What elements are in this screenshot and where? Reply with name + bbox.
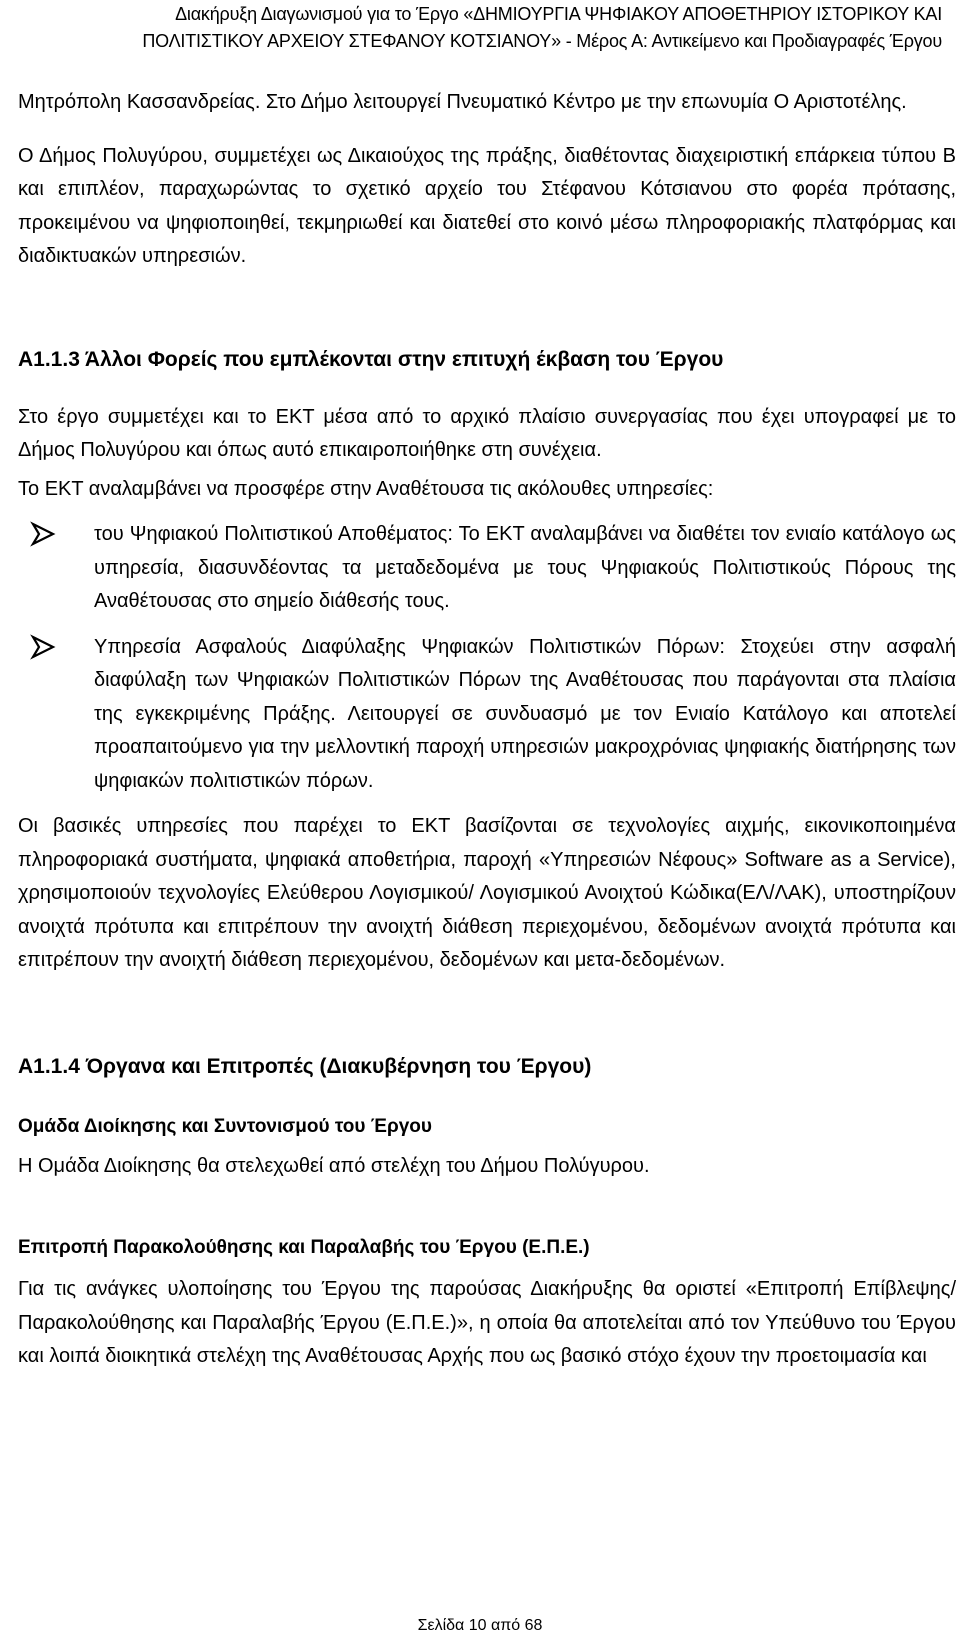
page-number: Σελίδα 10 από 68 [417,1617,543,1634]
paragraph-ekt-participation: Στο έργο συμμετέχει και το ΕΚΤ μέσα από το αρχικό πλαίσιο συνεργασίας που έχει υπογραφεί με το Δήμος Πολυγύρου και όπως αυτό επικαιροποιήθηκε στη συνέχεια. [18,405,956,461]
page-header [12,0,942,55]
bullet-item-preservation [18,631,956,799]
page-footer [0,1616,960,1638]
section-heading-a113: Α1.1.3 Άλλοι Φορείς που εμπλέκονται στην επιτυχή έκβαση του Έργου [18,347,724,371]
paragraph-monitoring-committee: Για τις ανάγκες υλοποίησης του Έργου της παρούσας Διακήρυξης θα οριστεί «Επιτροπή Επίβλεψης/Παρακολούθησης και Παραλαβής Έργου (Ε.Π.Ε.)», η οποία θα αποτελείται από τον Υπεύθυνο του Έργου και λοιπά διοικητικά στελέχη της Αναθέτουσας Αρχής που ως βασικό στόχο έχουν την προετοιμασία και [18,1278,956,1367]
paragraph-ekt-services-intro: Το ΕΚΤ αναλαμβάνει να προσφέρε στην Αναθέτουσα τις ακόλουθες υπηρεσίες: [18,477,714,500]
paragraph-ekt-technologies: Οι βασικές υπηρεσίες που παρέχει το ΕΚΤ βασίζονται σε τεχνολογίες αιχμής, εικονικοποιημένα πληροφοριακά συστήματα, ψηφιακά αποθετήρια, παροχή «Υπηρεσιών Νέφους» Software as a Service), χρησιμοποιούν τεχνολογίες Ελεύθερου Λογισμικού/ Λογισμικού Ανοιχτού Κώδικα(ΕΛ/ΛΑΚ), υποστηρίζουν ανοιχτά πρότυπα και επιτρέπουν την ανοιχτή διάθεση περιεχομένου, δεδομένων ανοιχτά πρότυπα και επιτρέπουν την ανοιχτή διάθεση περιεχομένου, δεδομένων και μετα-δεδομένων. [18,815,956,971]
paragraph-beneficiary: Ο Δήμος Πολυγύρου, συμμετέχει ως Δικαιούχος της πράξης, διαθέτοντας διαχειριστική επάρκεια τύπου Β και επιπλέον, παραχωρώντας το σχετικό αρχείο του Στέφανου Κότσιανου στο φορέα πρότασης, προκειμένου να ψηφιοποιηθεί, τεκμηριωθεί και διατεθεί στο κοινό μέσω πληροφοριακής πλατφόρμας και διαδικτυακών υπηρεσιών. [18,144,956,267]
bullet-text-preservation: Υπηρεσία Ασφαλούς Διαφύλαξης Ψηφιακών Πολιτιστικών Πόρων: Στοχεύει στην ασφαλή διαφύλαξη των Ψηφιακών Πολιτιστικών Πόρων της Αναθέτουσας που παράγονται στα πλαίσια της εγκεκριμένης Πράξης. Λειτουργεί σε συνδυασμό με τον Ενιαίο Κατάλογο και αποτελεί προαπαιτούμενο για την μελλοντική παροχή υπηρεσιών μακροχρόνιας ψηφιακής διατήρησης των ψηφιακών πολιτιστικών πόρων. [94,635,956,792]
subheading-monitoring-committee: Επιτροπή Παρακολούθησης και Παραλαβής του Έργου (Ε.Π.Ε.) [18,1237,590,1258]
arrow-bullet-icon [30,521,56,547]
subheading-management-team: Ομάδα Διοίκησης και Συντονισμού του Έργου [18,1115,432,1137]
paragraph-municipality-centre: Μητρόπολη Κασσανδρείας. Στο Δήμο λειτουργεί Πνευματικό Κέντρο με την επωνυμία Ο Αριστοτέλης. [18,91,907,113]
document-body [18,86,956,1374]
section-heading-a114: Α1.1.4 Όργανα και Επιτροπές (Διακυβέρνηση του Έργου) [18,1054,592,1078]
bullet-item-catalog [18,518,956,619]
bullet-text-catalog: του Ψηφιακού Πολιτιστικού Αποθέματος: Το ΕΚΤ αναλαμβάνει να διαθέτει τον ενιαίο κατάλογο ως υπηρεσία, διασυνδέοντας τα μεταδεδομένα με τους Ψηφιακούς Πολιτιστικούς Πόρους της Αναθέτουσας στο σημείο διάθεσής τους. [94,523,956,612]
header-line-1: Διακήρυξη Διαγωνισμού για το Έργο «ΔΗΜΙΟΥΡΓΙΑ ΨΗΦΙΑΚΟΥ ΑΠΟΘΕΤΗΡΙΟΥ ΙΣΤΟΡΙΚΟΥ ΚΑΙ [175,4,942,24]
header-line-2: ΠΟΛΙΤΙΣΤΙΚΟΥ ΑΡΧΕΙΟΥ ΣΤΕΦΑΝΟΥ ΚΟΤΣΙΑΝΟΥ» - Μέρος Α: Αντικείμενο και Προδιαγραφές Έργου [142,31,942,51]
arrow-bullet-icon [30,634,56,660]
paragraph-management-team: Η Ομάδα Διοίκησης θα στελεχωθεί από στελέχη του Δήμου Πολύγυρου. [18,1154,650,1177]
